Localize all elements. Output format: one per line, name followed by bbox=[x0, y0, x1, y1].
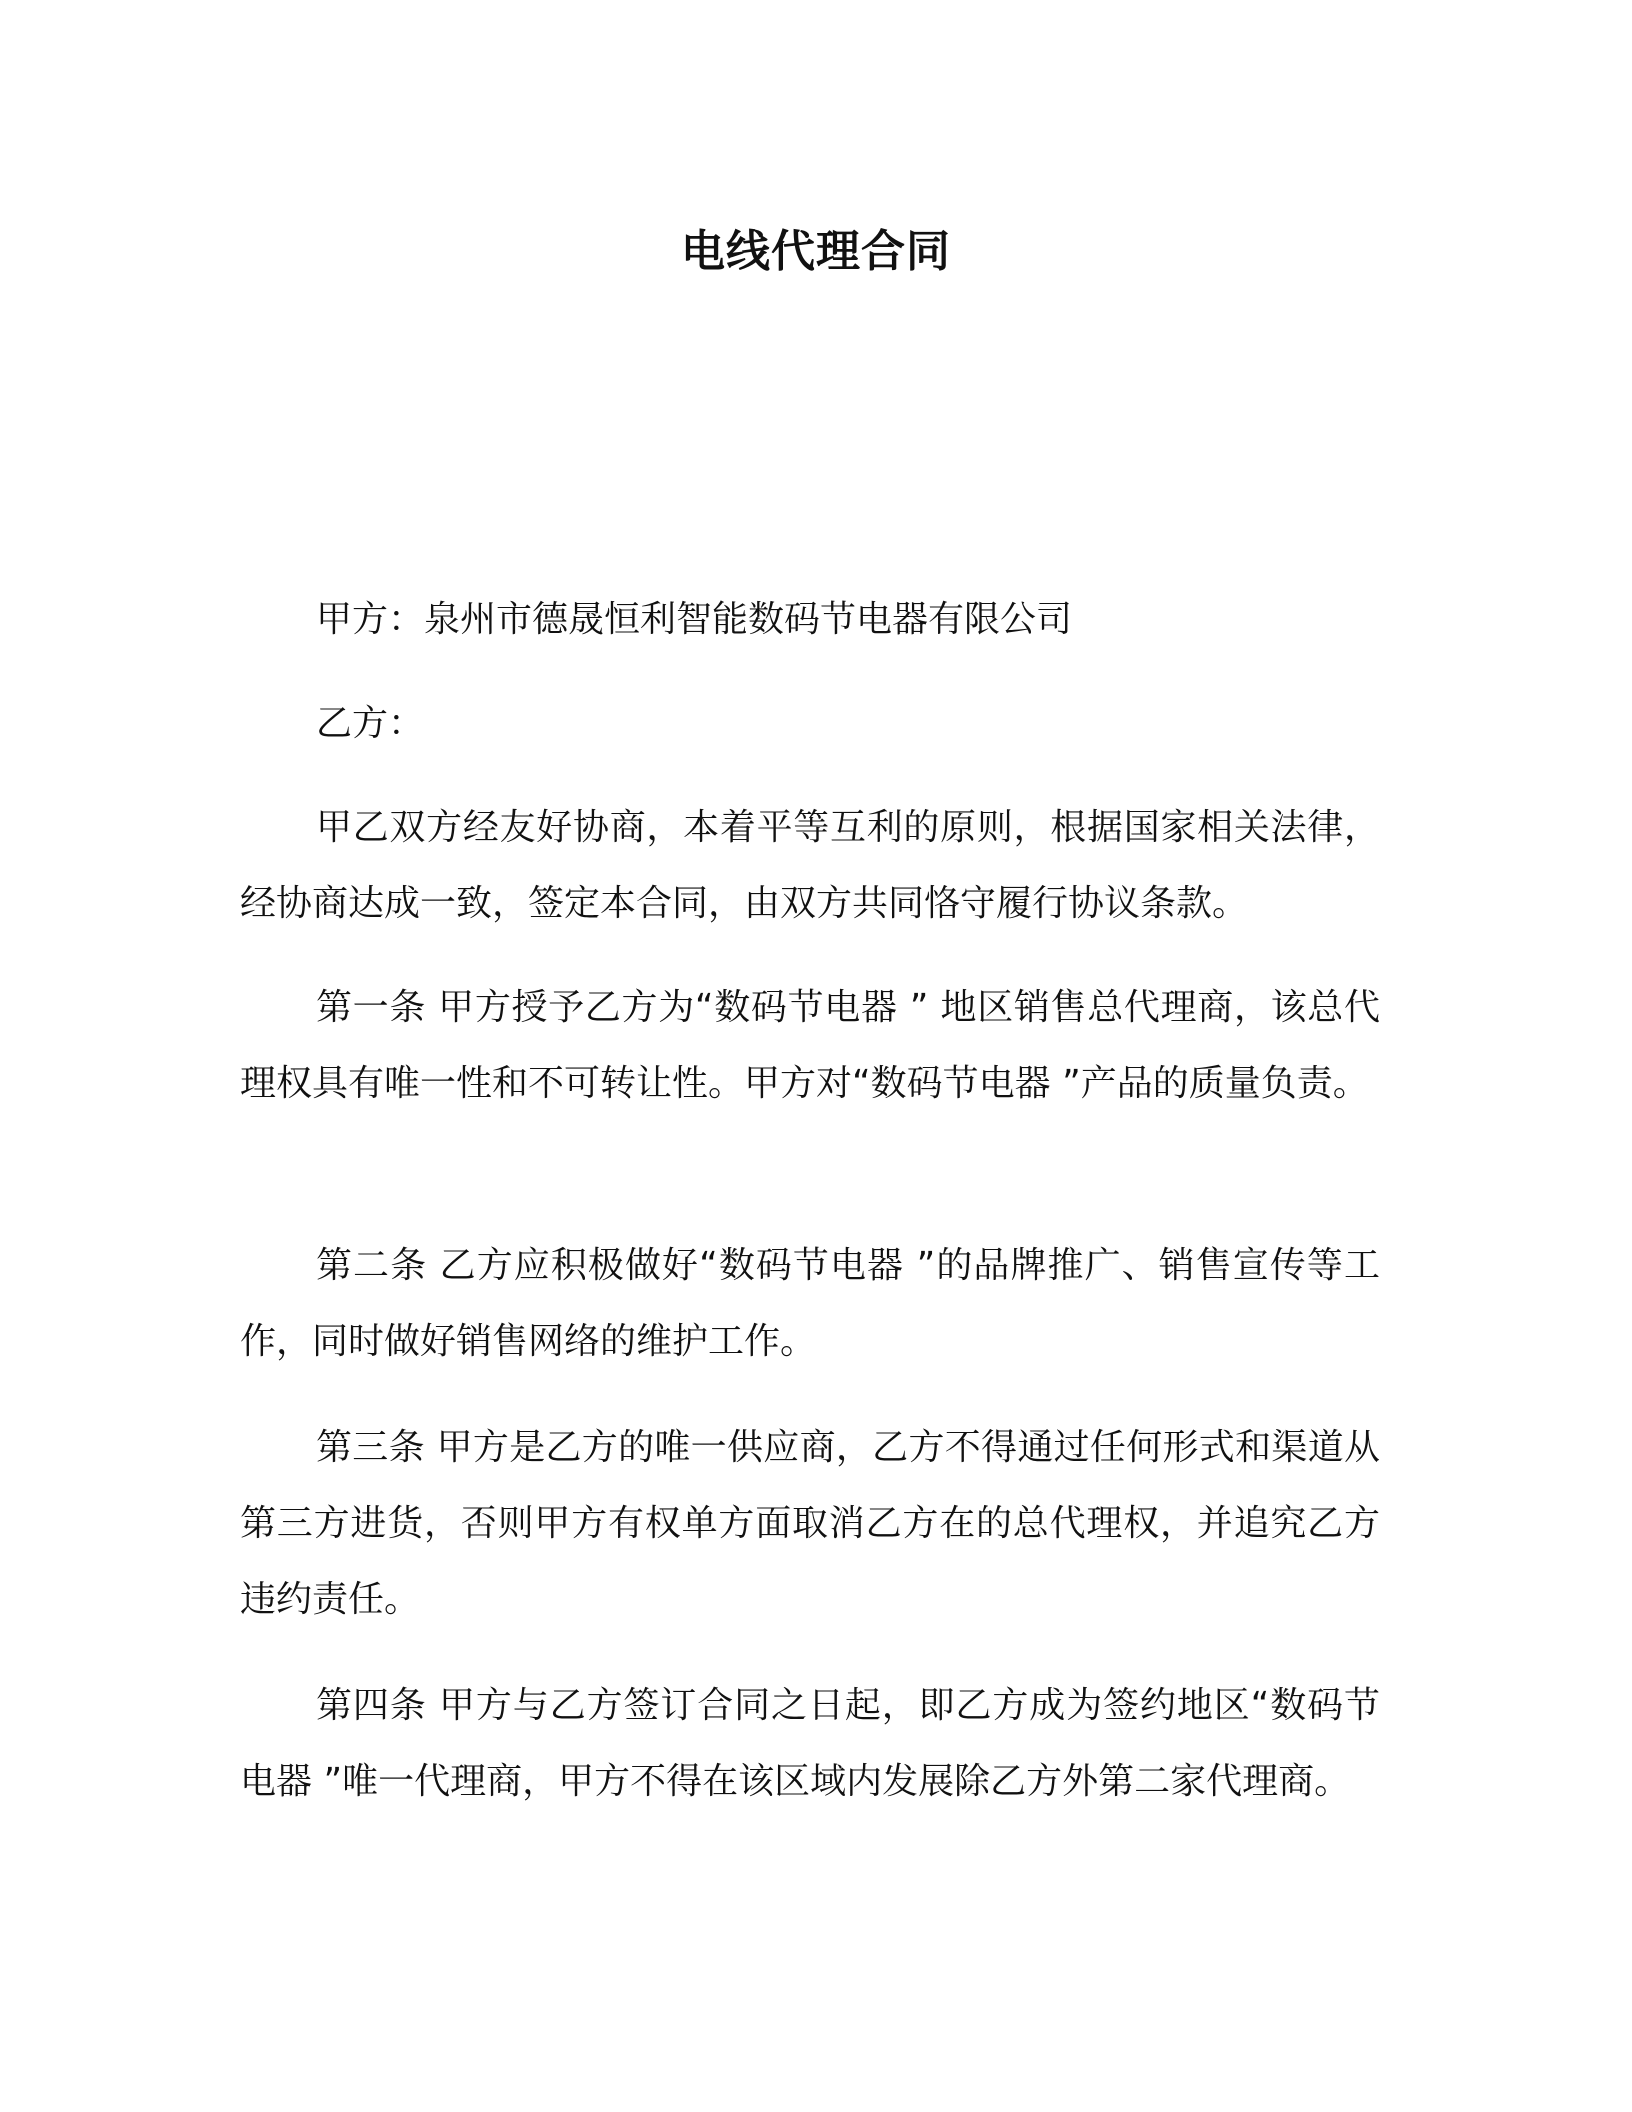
intro-paragraph: 甲乙双方经友好协商，本着平等互利的原则，根据国家相关法律，经协商达成一致，签定本合同，由双方共同恪守履行协议条款。 bbox=[240, 807, 1380, 924]
party-a-line: 甲方：泉州市德晟恒利智能数码节电器有限公司 bbox=[316, 599, 1073, 640]
article-3-section bbox=[240, 1410, 1380, 1638]
party-b-line: 乙方： bbox=[316, 703, 425, 744]
article-2: 第二条 乙方应积极做好“数码节电器 ”的品牌推广、销售宣传等工作，同时做好销售网络的维护工作。 bbox=[240, 1245, 1380, 1362]
document-title: 电线代理合同 bbox=[681, 226, 951, 277]
party-a-section bbox=[240, 582, 1380, 658]
article-1: 第一条 甲方授予乙方为“数码节电器 ” 地区销售总代理商，该总代理权具有唯一性和不可转让性。甲方对“数码节电器 ”产品的质量负责。 bbox=[240, 987, 1380, 1104]
article-4-section bbox=[240, 1668, 1380, 1820]
article-2-section bbox=[240, 1228, 1380, 1380]
article-1-section bbox=[240, 970, 1380, 1122]
party-b-section bbox=[240, 686, 1380, 762]
intro-section bbox=[240, 790, 1380, 942]
article-4: 第四条 甲方与乙方签订合同之日起，即乙方成为签约地区“数码节电器 ”唯一代理商，甲方不得在该区域内发展除乙方外第二家代理商。 bbox=[240, 1685, 1380, 1802]
article-3: 第三条 甲方是乙方的唯一供应商，乙方不得通过任何形式和渠道从第三方进货，否则甲方有权单方面取消乙方在的总代理权，并追究乙方违约责任。 bbox=[240, 1427, 1380, 1620]
